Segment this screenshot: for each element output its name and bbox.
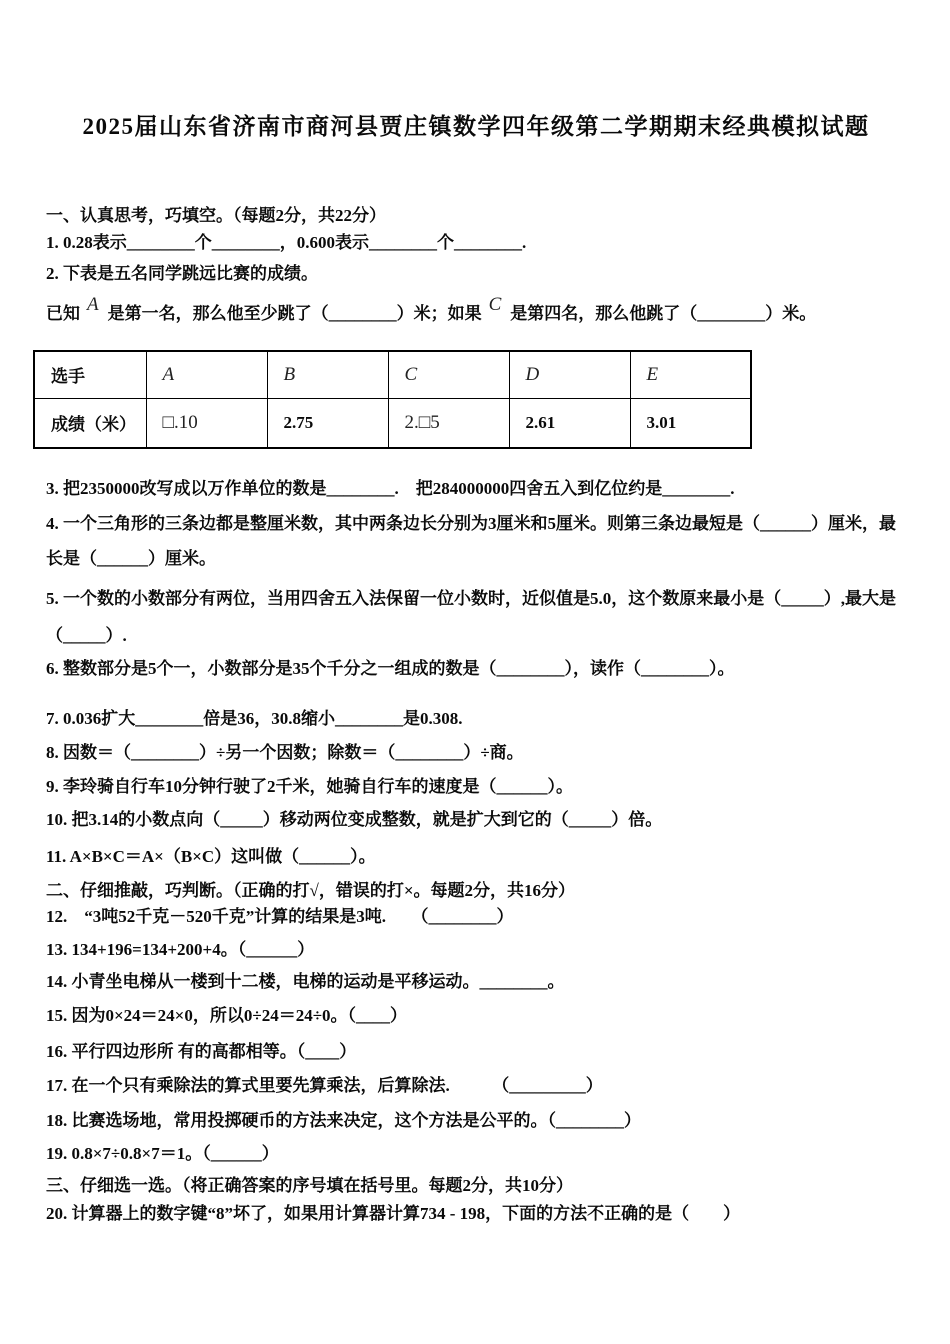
question-19: 19. 0.8×7÷0.8×7＝1。（______）	[46, 1144, 279, 1163]
table-header-e: E	[630, 351, 751, 398]
question-16: 16. 平行四边形所 有的高都相等。（____）	[46, 1042, 357, 1061]
question-15: 15. 因为0×24＝24×0，所以0÷24＝24÷0。（____）	[46, 1006, 408, 1025]
question-4-line1: 4. 一个三角形的三条边都是整厘米数，其中两条边长分别为3厘米和5厘米。则第三条边最短是（______）厘米，最	[46, 514, 896, 533]
question-11: 11. A×B×C＝A×（B×C）这叫做（______）。	[46, 847, 376, 866]
table-header-d: D	[509, 351, 630, 398]
question-13: 13. 134+196=134+200+4。（______）	[46, 940, 315, 959]
question-2-known	[46, 294, 906, 325]
table-cell-b: 2.75	[267, 398, 388, 448]
question-5-line1: 5. 一个数的小数部分有两位，当用四舍五入法保留一位小数时，近似值是5.0，这个数原来最小是（_____）,最大是	[46, 589, 896, 608]
known-text-2: 是第一名，那么他至少跳了（________）米；如果	[107, 304, 482, 323]
table-header-a: A	[146, 351, 267, 398]
table-cell-a: □.10	[146, 398, 267, 448]
known-text-1: 已知	[46, 304, 80, 323]
question-20: 20. 计算器上的数字键“8”坏了，如果用计算器计算734 - 198，下面的方法不正确的是（ ）	[46, 1204, 741, 1223]
question-18: 18. 比赛选场地，常用投掷硬币的方法来决定，这个方法是公平的。（________）	[46, 1111, 641, 1130]
table-header-player: 选手	[34, 351, 146, 398]
table-cell-d: 2.61	[509, 398, 630, 448]
question-6: 6. 整数部分是5个一，小数部分是35个千分之一组成的数是（________），读作（________）。	[46, 659, 735, 678]
variable-a: A	[87, 294, 99, 315]
question-14: 14. 小青坐电梯从一楼到十二楼，电梯的运动是平移运动。________。	[46, 972, 565, 991]
section3-heading: 三、仔细选一选。（将正确答案的序号填在括号里。每题2分，共10分）	[46, 1176, 573, 1195]
table-cell-e: 3.01	[630, 398, 751, 448]
question-4-line2: 长是（______）厘米。	[46, 549, 216, 568]
page-title: 2025届山东省济南市商河县贾庄镇数学四年级第二学期期末经典模拟试题	[82, 114, 870, 139]
question-7: 7. 0.036扩大________倍是36，30.8缩小________是0.308.	[46, 709, 463, 728]
question-12: 12. “3吨52千克－520千克”计算的结果是3吨. （________）	[46, 907, 514, 926]
table-cell-c: 2.□5	[388, 398, 509, 448]
table-row-label: 成绩（米）	[34, 398, 146, 448]
section2-heading: 二、仔细推敲，巧判断。（正确的打√，错误的打×。每题2分，共16分）	[46, 881, 576, 900]
section1-heading: 一、认真思考，巧填空。（每题2分，共22分）	[46, 206, 386, 225]
variable-c: C	[488, 294, 502, 315]
question-3: 3. 把2350000改写成以万作单位的数是________. 把284000000四舍五入到亿位约是________.	[46, 479, 735, 498]
question-9: 9. 李玲骑自行车10分钟行驶了2千米，她骑自行车的速度是（______）。	[46, 777, 573, 796]
table-header-row	[34, 351, 751, 398]
question-10: 10. 把3.14的小数点向（_____）移动两位变成整数，就是扩大到它的（_____）倍。	[46, 810, 663, 829]
table-header-c: C	[388, 351, 509, 398]
question-8: 8. 因数＝（________）÷另一个因数；除数＝（________）÷商。	[46, 743, 524, 762]
table-value-row	[34, 398, 751, 448]
question-1: 1. 0.28表示________个________，0.600表示________个________.	[46, 233, 527, 252]
known-text-3: 是第四名，那么他跳了（________）米。	[510, 304, 817, 323]
table-header-b: B	[267, 351, 388, 398]
question-5-line2: （_____）.	[46, 626, 127, 645]
question-17: 17. 在一个只有乘除法的算式里要先算乘法，后算除法. （_________）	[46, 1076, 603, 1095]
score-table	[33, 350, 752, 449]
question-2-intro: 2. 下表是五名同学跳远比赛的成绩。	[46, 264, 318, 283]
